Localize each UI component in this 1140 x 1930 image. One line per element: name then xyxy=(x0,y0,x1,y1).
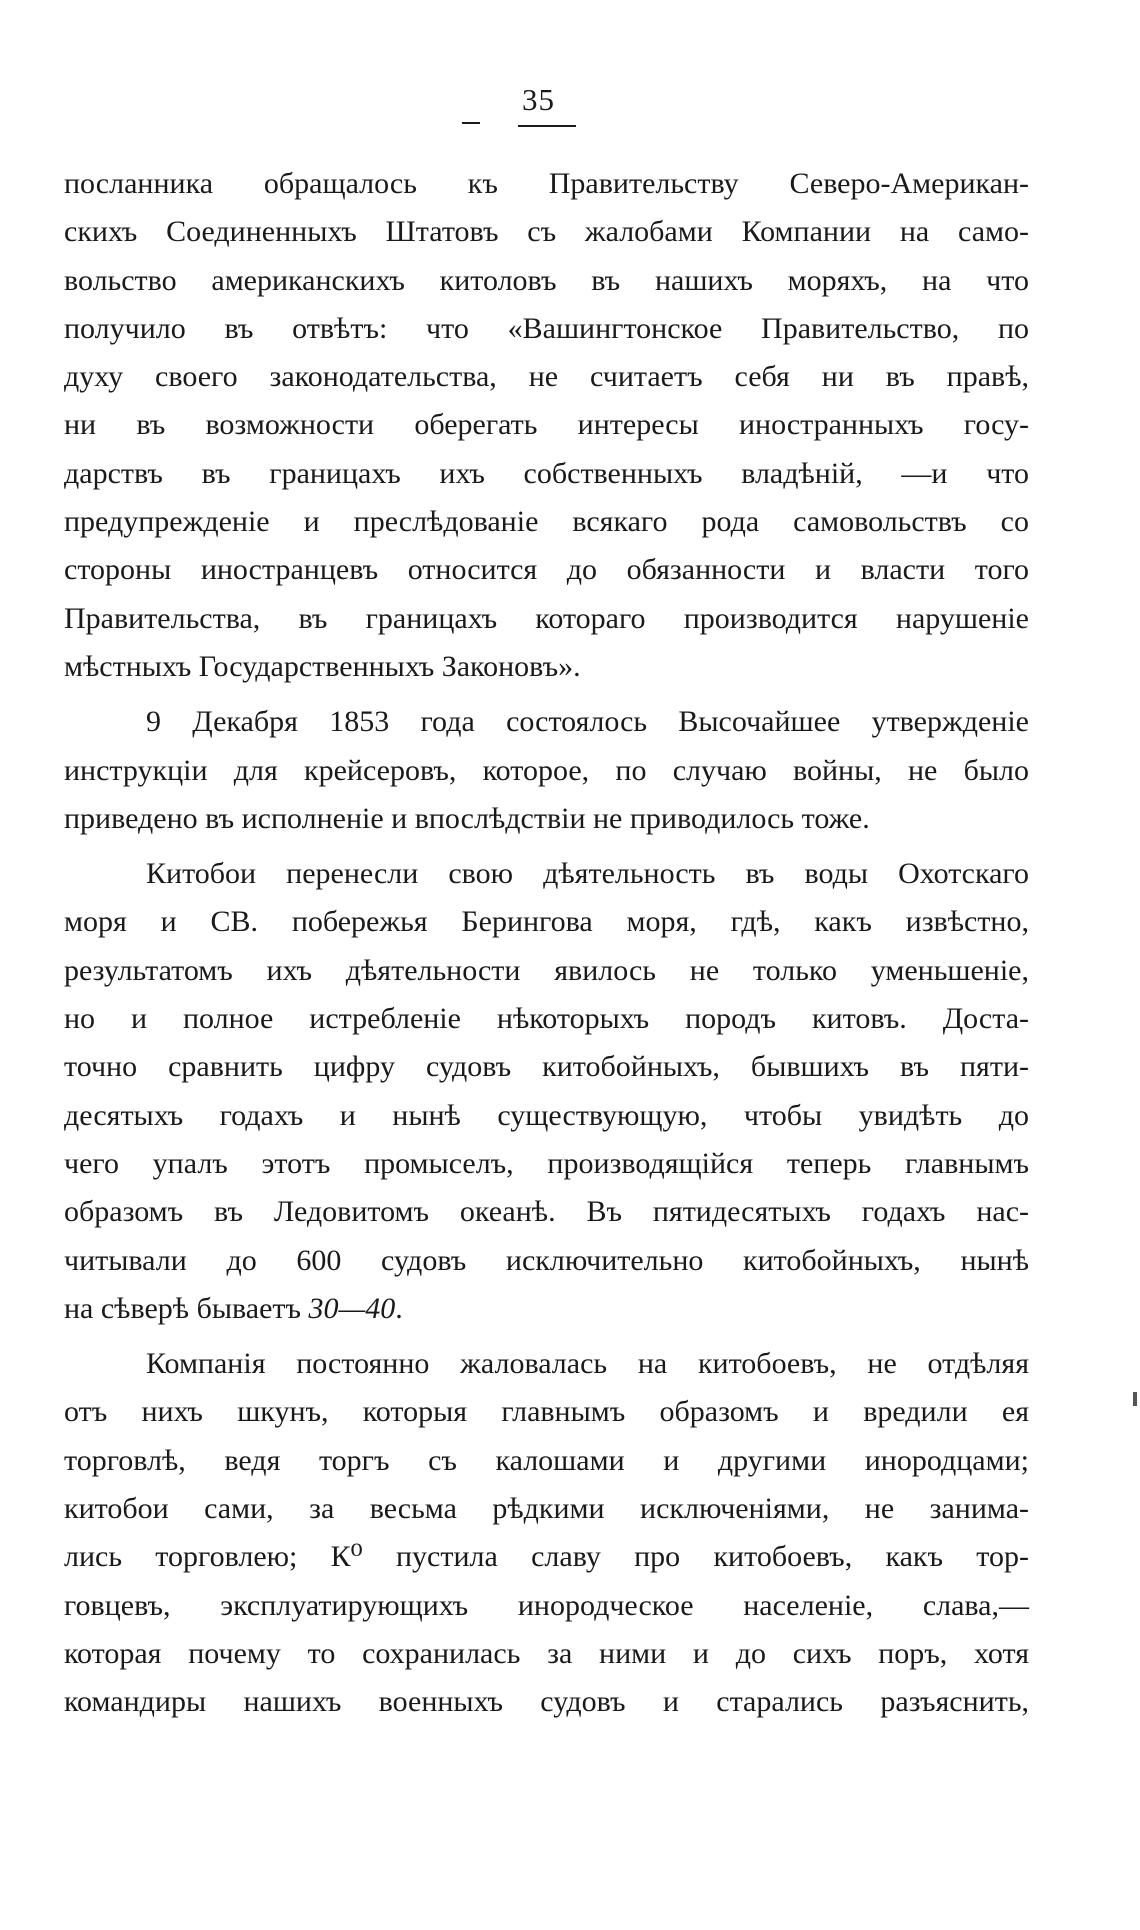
text-line: мѣстныхъ Государственныхъ Законовъ». xyxy=(64,649,581,683)
text-line: которая почему то сохранилась за ними и до сихъ поръ, хотя xyxy=(64,1636,1029,1670)
text-line: точно сравнить цифру судовъ китобойныхъ, бывшихъ въ пяти- xyxy=(64,1050,1029,1084)
text-line: десятыхъ годахъ и нынѣ существующую, чтобы увидѣть до xyxy=(64,1098,1029,1132)
text-line: стороны иностранцевъ относится до обязанности и власти того xyxy=(64,553,1029,587)
text-line: ни въ возможности оберегать интересы иностранныхъ госу- xyxy=(64,408,1029,442)
text-line: дарствъ въ границахъ ихъ собственныхъ владѣній, —и что xyxy=(64,456,1029,490)
paragraph-3 xyxy=(64,850,1029,1333)
header-rule-underline xyxy=(518,125,576,127)
text-line: получило въ отвѣтъ: что «Вашингтонское Правительство, по xyxy=(64,311,1029,345)
paragraph-4 xyxy=(64,1340,1029,1726)
text-line: вольство американскихъ китоловъ въ нашихъ моряхъ, на что xyxy=(64,263,1029,297)
text-line: моря и СВ. побережья Берингова моря, гдѣ, какъ извѣстно, xyxy=(64,905,1029,939)
text-line: результатомъ ихъ дѣятельности явилось не только уменьшеніе, xyxy=(64,953,1029,987)
text-line: но и полное истребленіе нѣкоторыхъ породъ китовъ. Доста- xyxy=(64,1002,1029,1036)
page-number: 35 xyxy=(522,82,555,117)
page-header xyxy=(462,82,592,132)
text-line: предупрежденіе и преслѣдованіе всякаго рода самовольствъ со xyxy=(64,505,1029,539)
paragraph-1 xyxy=(64,160,1029,691)
text-line: китобои сами, за весьма рѣдкими исключеніями, не занима- xyxy=(64,1492,1029,1526)
whaler-count-range: 30—40 xyxy=(308,1291,396,1325)
text-line: чего упалъ этотъ промыселъ, производящійся теперь главнымъ xyxy=(64,1146,1029,1180)
text-line xyxy=(64,1285,1029,1333)
text-line: лись торговлею; К⁰ пустила славу про китобоевъ, какъ тор- xyxy=(64,1540,1029,1574)
text-line-suffix: . xyxy=(395,1291,403,1325)
header-rule-left xyxy=(462,122,480,124)
text-line: Китобои перенесли свою дѣятельность въ воды Охотскаго xyxy=(146,857,1029,891)
text-line: посланника обращалось къ Правительству Северо-Американ- xyxy=(64,167,1029,200)
text-line-prefix: на сѣверѣ бываетъ xyxy=(64,1291,309,1325)
text-line: 9 Декабря 1853 года состоялось Высочайшее утвержденіе xyxy=(146,705,1029,739)
text-line: приведено въ исполненіе и впослѣдствіи не приводилось тоже. xyxy=(64,801,870,835)
text-line: Компанія постоянно жаловалась на китобоевъ, не отдѣляя xyxy=(146,1347,1029,1381)
text-line: говцевъ, эксплуатирующихъ инородческое населеніе, слава,— xyxy=(64,1588,1029,1622)
text-line: скихъ Соединенныхъ Штатовъ съ жалобами Компании на само- xyxy=(64,215,1029,249)
margin-speck xyxy=(1133,1392,1137,1406)
text-line: Правительства, въ границахъ котораго производится нарушеніе xyxy=(64,601,1029,635)
text-line: инструкціи для крейсеровъ, которое, по случаю войны, не было xyxy=(64,753,1029,787)
text-line: отъ нихъ шкунъ, которыя главнымъ образомъ и вредили ея xyxy=(64,1395,1029,1429)
body-text xyxy=(64,160,1029,1727)
paragraph-2 xyxy=(64,698,1029,843)
text-line: образомъ въ Ледовитомъ океанѣ. Въ пятидесятыхъ годахъ нас- xyxy=(64,1195,1029,1229)
text-line: торговлѣ, ведя торгъ съ калошами и другими инородцами; xyxy=(64,1443,1029,1477)
text-line: читывали до 600 судовъ исключительно китобойныхъ, нынѣ xyxy=(64,1243,1029,1277)
text-line: командиры нашихъ военныхъ судовъ и старались разъяснить, xyxy=(64,1685,1029,1719)
text-line: духу своего законодательства, не считаетъ себя ни въ правѣ, xyxy=(64,360,1029,394)
